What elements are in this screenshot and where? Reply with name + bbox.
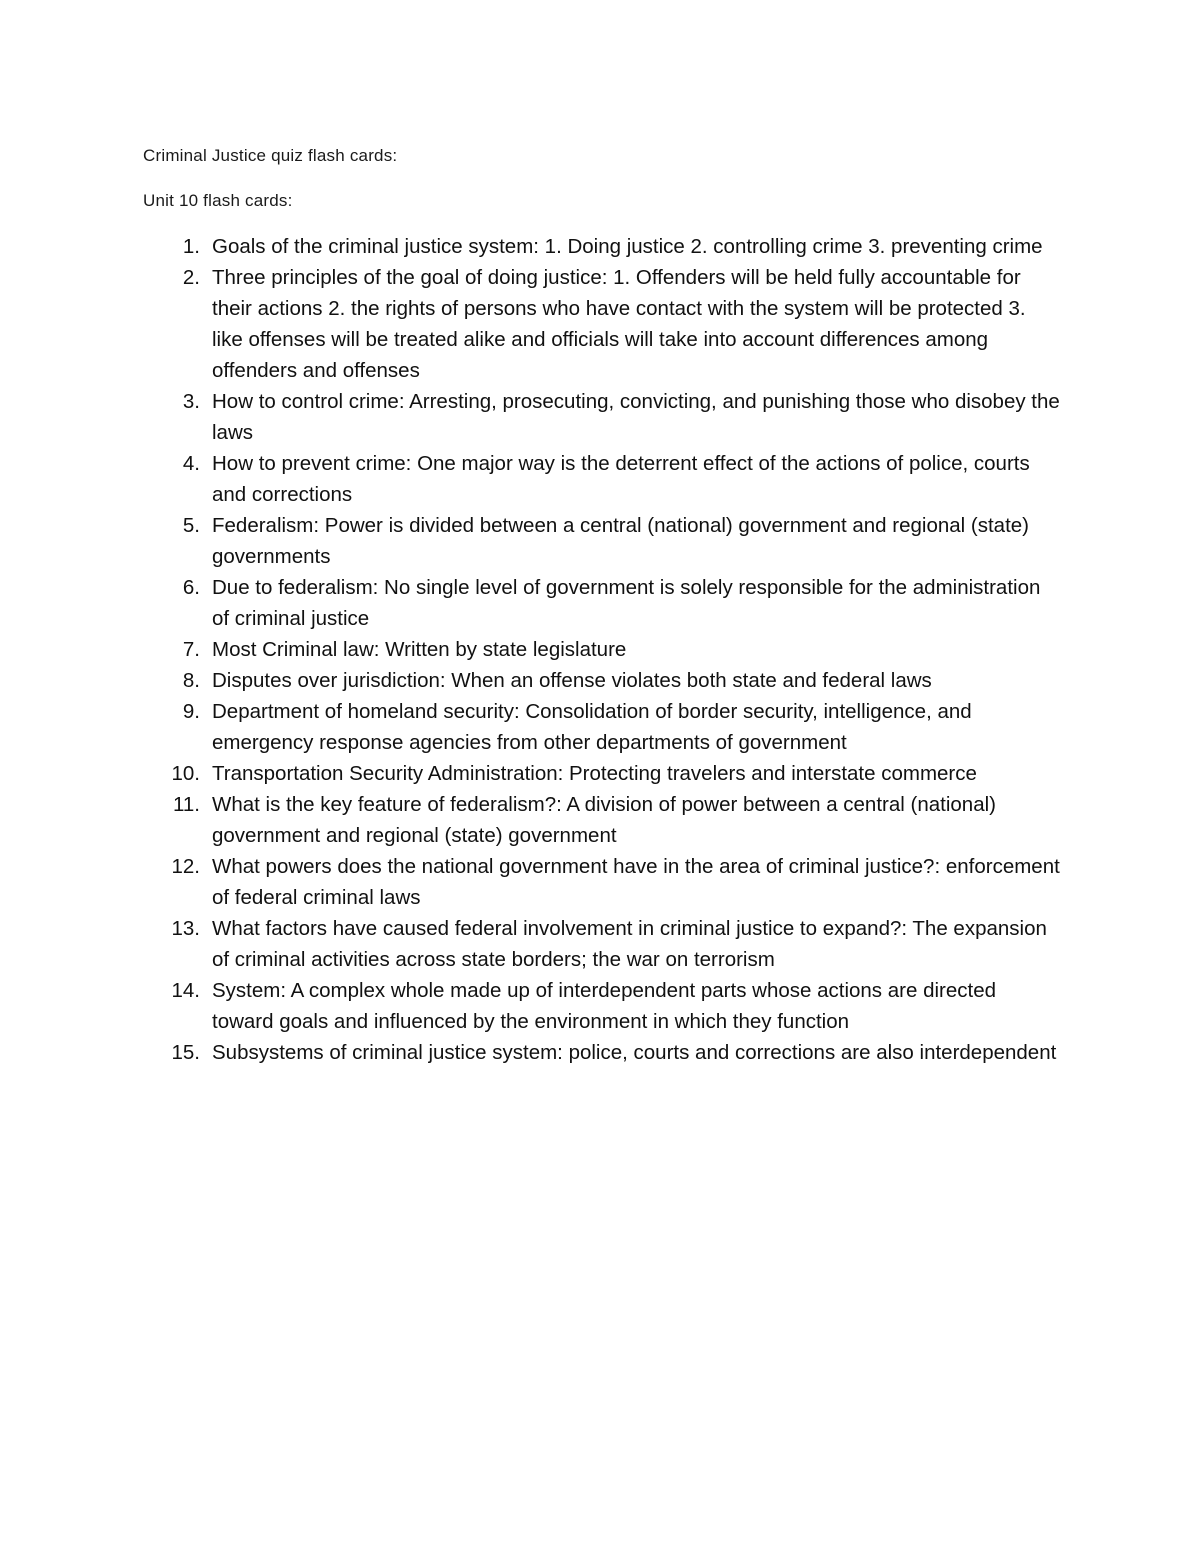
- card-text: What powers does the national government have in the area of criminal justice?: enforcement of federal criminal laws: [212, 855, 1060, 909]
- flash-card-item: [160, 262, 1060, 386]
- card-text: Most Criminal law: Written by state legislature: [212, 638, 627, 661]
- card-text: What factors have caused federal involvement in criminal justice to expand?: The expansion of criminal activities across state borders; the war on terrorism: [212, 917, 1047, 971]
- card-number: 13.: [171, 917, 200, 940]
- card-number: 8.: [182, 669, 200, 692]
- card-number: 12.: [171, 855, 200, 878]
- card-text: Transportation Security Administration: Protecting travelers and interstate commerce: [212, 762, 977, 785]
- card-text: System: A complex whole made up of interdependent parts whose actions are directed toward goals and influenced by the environment in which they function: [212, 979, 997, 1033]
- card-number: 4.: [182, 452, 200, 475]
- card-text: Disputes over jurisdiction: When an offense violates both state and federal laws: [212, 669, 932, 692]
- flash-card-item: [160, 572, 1060, 634]
- flash-card-item: [160, 789, 1060, 851]
- card-number: 15.: [171, 1041, 200, 1064]
- document-title: Criminal Justice quiz flash cards:: [143, 146, 398, 165]
- card-number: 3.: [182, 390, 200, 413]
- flash-card-item: [160, 386, 1060, 448]
- card-text: Federalism: Power is divided between a central (national) government and regional (state) governments: [212, 514, 1030, 568]
- card-number: 11.: [173, 793, 200, 816]
- card-number: 6.: [182, 576, 200, 599]
- flash-card-item: [160, 696, 1060, 758]
- flash-card-item: [160, 913, 1060, 975]
- card-text: Subsystems of criminal justice system: police, courts and corrections are also interdependent: [212, 1041, 1057, 1064]
- card-number: 5.: [182, 514, 200, 537]
- flash-card-item: [160, 851, 1060, 913]
- flash-card-item: [160, 634, 1060, 665]
- card-text: Three principles of the goal of doing justice: 1. Offenders will be held fully accountable for their actions 2. the rights of persons who have contact with the system will be protected 3. like offenses will be treated alike and officials will take into account differences among offenders and offenses: [212, 266, 1026, 382]
- flash-card-item: [160, 231, 1060, 262]
- card-text: How to control crime: Arresting, prosecuting, convicting, and punishing those who disobey the laws: [212, 390, 1060, 444]
- card-number: 14.: [171, 979, 200, 1002]
- card-number: 1.: [182, 235, 200, 258]
- flash-card-item: [160, 975, 1060, 1037]
- flash-card-list: [160, 231, 1060, 1068]
- card-number: 9.: [182, 700, 200, 723]
- card-text: What is the key feature of federalism?: A division of power between a central (national) government and regional (state) government: [212, 793, 996, 847]
- card-text: Goals of the criminal justice system: 1. Doing justice 2. controlling crime 3. preventing crime: [212, 235, 1043, 258]
- card-number: 7.: [182, 638, 200, 661]
- unit-heading: Unit 10 flash cards:: [143, 191, 293, 210]
- flash-card-item: [160, 448, 1060, 510]
- card-number: 10.: [171, 762, 200, 785]
- flash-card-item: [160, 758, 1060, 789]
- flash-card-item: [160, 510, 1060, 572]
- card-text: Department of homeland security: Consolidation of border security, intelligence, and emergency response agencies from other departments of government: [212, 700, 972, 754]
- card-number: 2.: [182, 266, 200, 289]
- card-text: How to prevent crime: One major way is the deterrent effect of the actions of police, courts and corrections: [212, 452, 1030, 506]
- card-text: Due to federalism: No single level of government is solely responsible for the administration of criminal justice: [212, 576, 1041, 630]
- flash-card-item: [160, 1037, 1060, 1068]
- flash-card-item: [160, 665, 1060, 696]
